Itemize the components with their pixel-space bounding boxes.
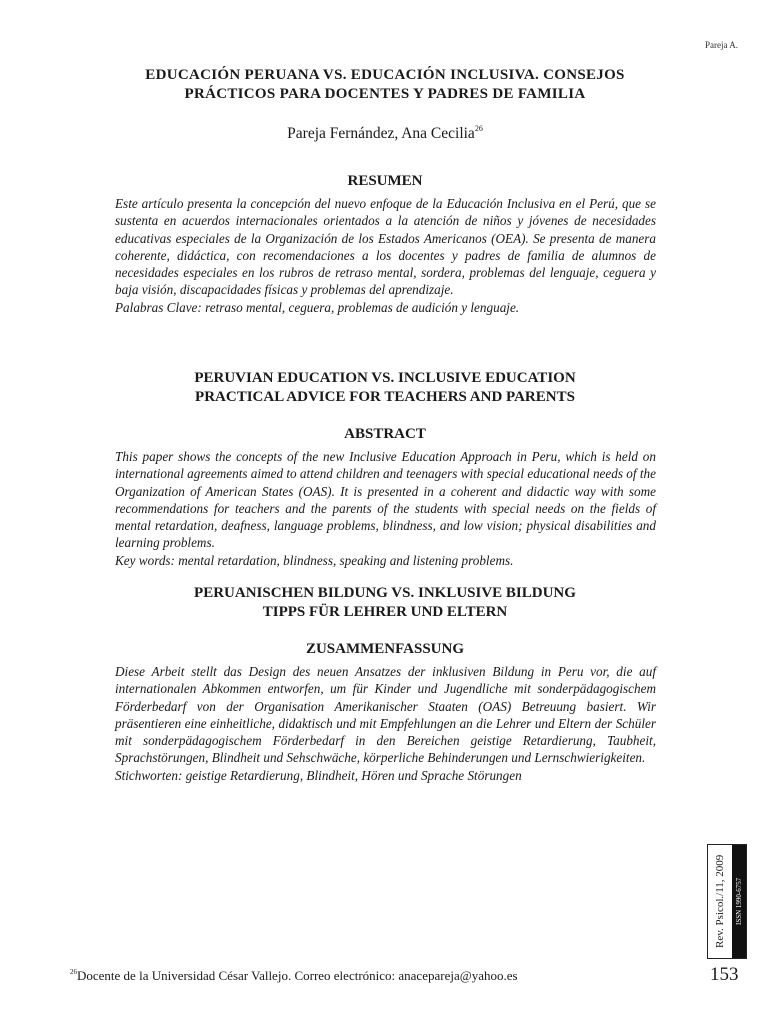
journal-sidebar-box — [707, 844, 747, 959]
article-title-line-2: PRÁCTICOS PARA DOCENTES Y PADRES DE FAMILIA — [184, 86, 586, 102]
footnote-text: Docente de la Universidad César Vallejo. Correo electrónico: anacepareja@yahoo.es — [77, 968, 518, 983]
abstract-section — [115, 448, 656, 569]
author-line — [100, 124, 670, 143]
footnote — [70, 968, 518, 984]
resumen-heading: RESUMEN — [347, 173, 423, 189]
resumen-keywords: Palabras Clave: retraso mental, ceguera, problemas de audición y lenguaje. — [115, 299, 520, 315]
english-title — [100, 369, 670, 407]
zusammenfassung-heading: ZUSAMMENFASSUNG — [305, 641, 465, 657]
english-title-line-1: PERUVIAN EDUCATION VS. INCLUSIVE EDUCATION — [194, 370, 576, 386]
author-name: Pareja Fernández, Ana Cecilia — [287, 125, 475, 142]
page-number: 153 — [710, 964, 739, 985]
article-title-line-1: EDUCACIÓN PERUANA VS. EDUCACIÓN INCLUSIVA. CONSEJOS — [145, 67, 625, 83]
journal-issn: ISSN 1990-6757 — [735, 877, 743, 926]
english-title-line-2: PRACTICAL ADVICE FOR TEACHERS AND PARENTS — [195, 389, 575, 405]
journal-citation: Rev. Psicol./11, 2009 — [714, 854, 726, 949]
zusammenfassung-body: Diese Arbeit stellt das Design des neuen Ansatzes der inklusiven Bildung in Peru vor, die auf internationalen Abkommen entworfen, um für Kinder und Jugendliche mit sonderpädagogischem Förderbedarf von der Organisation Amerikanischer Staaten (OAS) Betreuung basiert. Wir präsentieren eine einheitliche, didaktisch und mit Empfehlungen an die Lehrer und Eltern der Schüler mit sonderpädagogischem Förderbedarf in den Bereichen geistige Retardierung, Taubheit, Sprachstörungen, Blindheit und Sehschwäche, körperliche Behinderungen und Lernschwierigkeiten. — [115, 664, 656, 766]
author-footnote-mark: 26 — [474, 124, 483, 133]
zusammenfassung-keywords: Stichworten: geistige Retardierung, Blindheit, Hören und Sprache Störungen — [115, 767, 522, 783]
german-title-line-2: TIPPS FÜR LEHRER UND ELTERN — [262, 604, 508, 620]
abstract-body: This paper shows the concepts of the new Inclusive Education Approach in Peru, which is held on international agreements aimed to attend children and teenagers with special educational needs of the Organization of American States (OAS). It is presented in a coherent and didactic way with some recommendations for teachers and the parents of the students with special needs on the fields of mental retardation, deafness, language problems, blindness, and low vision; physical disabilities and learning problems. — [115, 449, 656, 551]
zusammenfassung-section — [115, 663, 656, 784]
running-head: Pareja A. — [705, 40, 738, 50]
resumen-section — [115, 195, 656, 316]
footnote-mark: 26 — [70, 968, 77, 976]
abstract-heading: ABSTRACT — [344, 426, 426, 442]
german-title — [100, 584, 670, 622]
abstract-keywords: Key words: mental retardation, blindness, speaking and listening problems. — [115, 552, 514, 568]
article-title — [100, 66, 670, 104]
german-title-line-1: PERUANISCHEN BILDUNG VS. INKLUSIVE BILDUNG — [194, 585, 576, 601]
resumen-body: Este artículo presenta la concepción del nuevo enfoque de la Educación Inclusiva en el Perú, que se sustenta en acuerdos internacionales orientados a la atención de niños y jóvenes de necesidades educativas especiales de la Organización de los Estados Americanos (OEA). Se presenta de manera coherente, didáctica, con recomendaciones a los docentes y padres de familia de alumnos de necesidades especiales en los rubros de retraso mental, sordera, problemas del lenguaje, ceguera y baja visión, discapacidades físicas y problemas del aprendizaje. — [115, 196, 656, 298]
